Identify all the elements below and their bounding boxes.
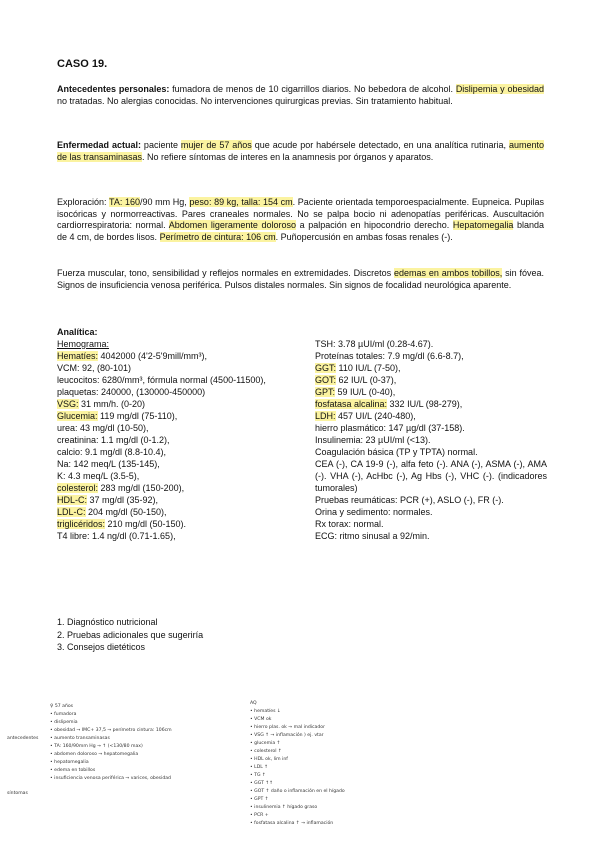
lab-row — [57, 422, 289, 434]
note-line: • PCR + — [250, 813, 269, 818]
analitica-left-column — [57, 326, 289, 542]
lab-value: Na: 142 meq/L (135-145), — [57, 459, 160, 469]
lab-value: plaquetas: 240000, (130000-450000) — [57, 387, 206, 397]
lab-row — [315, 494, 547, 506]
note-line: • hematíes ↓ — [250, 709, 281, 714]
lab-value: CEA (-), CA 19-9 (-), alfa feto (-). ANA (-), ASMA (-), AMA (-). VHA (-), AcHbc (-), Ag Hbs (-), VHC (-). (indicadores tumorales) — [315, 459, 547, 493]
exploracion-text-3: . Paciente orientada temporoespacialmente. Eupneica. Pupilas isocóricas y normorreactivas. Pares craneales normales. No se palpa bocio ni adenopatías periféricas. Auscultación cardiorrespiratoria: normal. — [57, 197, 545, 231]
lab-row — [57, 362, 289, 374]
analitica-label: Analítica: — [57, 327, 98, 337]
exploracion-text-4: a palpación en hipocondrio derecho. — [296, 220, 453, 231]
lab-value: Pruebas reumáticas: PCR (+), ASLO (-), FR (-). — [315, 495, 504, 505]
lab-highlight: Hematíes: — [57, 351, 99, 361]
exploracion-text-5: blanda de 4 cm, de bordes lisos. — [57, 220, 545, 242]
question-item: 1. Diagnóstico nutricional — [57, 617, 158, 627]
fuerza-paragraph — [57, 268, 544, 291]
lab-row — [315, 530, 547, 542]
lab-highlight: VSG: — [57, 399, 79, 409]
lab-row — [315, 362, 547, 374]
exploracion-text-1: Exploración: — [57, 197, 109, 207]
lab-row — [57, 434, 289, 446]
lab-row — [315, 518, 547, 530]
lab-row — [315, 338, 547, 350]
lab-value: K: 4.3 meq/L (3.5-5), — [57, 471, 140, 481]
lab-row — [315, 386, 547, 398]
highlight-perimetro: Perímetro de cintura: 106 cm — [159, 231, 276, 242]
antecedentes-paragraph — [57, 84, 544, 107]
lab-value: VCM: 92, (80-101) — [57, 363, 132, 373]
exploracion-text-6: . Puñopercusión en ambas fosas renales (-). — [275, 231, 453, 242]
lab-row — [315, 410, 547, 422]
lab-value: 59 IU/L (0-40), — [335, 387, 396, 397]
handwritten-side-label: síntomas — [7, 791, 28, 796]
lab-highlight: HDL-C: — [57, 495, 88, 505]
lab-highlight: fosfatasa alcalina: — [315, 399, 388, 409]
note-line: • edema en tobillos — [50, 768, 96, 773]
lab-row — [57, 530, 289, 542]
note-line: • dislipemia — [50, 720, 78, 725]
highlight-hepatomegalia: Hepatomegalia — [452, 220, 514, 231]
note-line: • aumento transaminasas — [50, 736, 110, 741]
handwritten-notes-left — [50, 703, 280, 783]
lab-highlight: colesterol: — [57, 483, 99, 493]
lab-row — [57, 386, 289, 398]
lab-value: Proteínas totales: 7.9 mg/dl (6.6-8.7), — [315, 351, 464, 361]
lab-row — [57, 410, 289, 422]
lab-row — [57, 494, 289, 506]
lab-value: ECG: ritmo sinusal a 92/min. — [315, 531, 430, 541]
lab-row — [315, 446, 547, 458]
highlight-edemas: edemas en ambos tobillos, — [393, 268, 503, 278]
enfermedad-text-1: paciente — [140, 140, 181, 150]
highlight-peso: peso: 89 kg, talla: 154 cm — [189, 197, 293, 207]
lab-row — [57, 458, 289, 470]
note-line: • glucemia ↑ — [250, 741, 281, 746]
lab-row — [57, 470, 289, 482]
lab-value: 62 IU/L (0-37), — [336, 375, 397, 385]
note-line: • GOT ↑ daño o inflamación en el hígado — [250, 789, 345, 794]
lab-value: Insulinemia: 23 µUI/ml (<13). — [315, 435, 431, 445]
lab-value: calcio: 9.1 mg/dl (8.8-10.4), — [57, 447, 167, 457]
lab-value: 4042000 (4'2-5'9mill/mm³), — [98, 351, 207, 361]
note-line: • colesterol ↑ — [250, 749, 282, 754]
enfermedad-paragraph — [57, 140, 544, 163]
case-title: CASO 19. — [57, 58, 108, 70]
lab-row — [57, 506, 289, 518]
note-line: • TA: 160/90mm Hg → ↑ (<130/80 max) — [50, 744, 143, 749]
lab-row — [57, 518, 289, 530]
lab-row — [315, 458, 547, 494]
highlight-dislipemia: Dislipemia y obesidad — [455, 84, 544, 94]
lab-list-right — [315, 338, 547, 542]
highlight-mujer: mujer de 57 años — [180, 140, 252, 150]
enfermedad-text-2: que acude por habérsele detectado, en una analítica rutinaria, — [251, 140, 509, 150]
handwritten-side-label: antecedentes — [7, 736, 39, 741]
lab-row — [57, 446, 289, 458]
enfermedad-text-3: . No refiere síntomas de interes en la anamnesis por órganos y aparatos. — [142, 151, 434, 162]
note-line: • fumadora — [50, 712, 77, 717]
highlight-transaminasas: aumento de las transaminasas — [57, 140, 545, 162]
fuerza-text-1: Fuerza muscular, tono, sensibilidad y reflejos normales en extremidades. Discretos — [57, 268, 394, 278]
lab-row — [315, 374, 547, 386]
note-line: • insuficiencia venosa periférica → varices, obesidad — [50, 776, 171, 781]
lab-value: 210 mg/dl (50-150). — [105, 519, 187, 529]
analitica-right-column — [315, 338, 547, 542]
highlight-abdomen: Abdomen ligeramente doloroso — [168, 220, 297, 231]
note-line: • GGT ↑↑ — [250, 781, 274, 786]
lab-value: hierro plasmático: 147 µg/dl (37-158). — [315, 423, 465, 433]
note-line: • LDL ↑ — [250, 765, 269, 770]
lab-value: Coagulación básica (TP y TPTA) normal. — [315, 447, 478, 457]
note-line: • fosfatasa alcalina ↑ → inflamación — [250, 821, 334, 826]
lab-value: 283 mg/dl (150-200), — [98, 483, 185, 493]
note-line: • VSG ↑ → inflamación ) ej. vtar — [250, 733, 324, 738]
note-line: • GPT ↑ — [250, 797, 269, 802]
lab-highlight: GGT: — [315, 363, 337, 373]
handwritten-notes-right — [250, 700, 480, 828]
lab-value: creatinina: 1.1 mg/dl (0-1.2), — [57, 435, 170, 445]
lab-value: urea: 43 mg/dl (10-50), — [57, 423, 149, 433]
note-line: AQ — [250, 701, 257, 706]
note-line: • abdomen doloroso → hepatomegalia — [50, 752, 139, 757]
lab-list-left — [57, 350, 289, 542]
lab-highlight: LDH: — [315, 411, 336, 421]
lab-value: 31 mm/h. (0-20) — [78, 399, 146, 409]
fuerza-text-2: sin fóvea. Signos de insuficiencia venosa periférica. Pulsos distales normales. Sin signos de focalidad neurológica aparente. — [57, 268, 544, 290]
enfermedad-label: Enfermedad actual: — [57, 140, 141, 150]
lab-value: 119 mg/dl (75-110), — [97, 411, 178, 421]
question-item: 2. Pruebas adicionales que sugeriría — [57, 629, 204, 640]
exploracion-text-2: /90 mm Hg, — [140, 197, 190, 207]
note-line: • VCM ok — [250, 717, 272, 722]
lab-highlight: LDL-C: — [57, 507, 86, 517]
lab-highlight: GPT: — [315, 387, 336, 397]
lab-value: leucocitos: 6280/mm³, fórmula normal (4500-11500), — [57, 375, 266, 385]
antecedentes-text-2: no tratadas. No alergias conocidas. No intervenciones quirurgicas previas. Sin tratamiento habitual. — [57, 95, 453, 106]
lab-value: TSH: 3.78 µUI/ml (0.28-4.67). — [315, 339, 434, 349]
note-line: • TG ↑ — [250, 773, 266, 778]
note-line: • hierro plas. ok → mal indicador — [250, 725, 325, 730]
lab-value: 204 mg/dl (50-150), — [85, 507, 167, 517]
hemograma-label: Hemograma: — [57, 339, 110, 349]
antecedentes-label: Antecedentes personales: — [57, 84, 170, 94]
lab-row — [57, 482, 289, 494]
lab-highlight: Glucemia: — [57, 411, 98, 421]
lab-value: Rx torax: normal. — [315, 519, 384, 529]
lab-row — [315, 422, 547, 434]
lab-highlight: GOT: — [315, 375, 337, 385]
lab-row — [57, 374, 289, 386]
note-line: • insulinemia ↑ hígado graso — [250, 805, 318, 810]
lab-value: 37 mg/dl (35-92), — [87, 495, 159, 505]
lab-row — [315, 350, 547, 362]
lab-row — [315, 434, 547, 446]
exploracion-paragraph — [57, 197, 544, 243]
lab-value: 110 IU/L (7-50), — [336, 363, 401, 373]
lab-row — [57, 350, 289, 362]
note-line: • HDL ok, lim inf — [250, 757, 288, 762]
lab-value: 332 IU/L (98-279), — [387, 399, 463, 409]
antecedentes-text-1: fumadora de menos de 10 cigarrillos diarios. No bebedora de alcohol. — [169, 84, 456, 94]
lab-row — [57, 398, 289, 410]
question-item: 3. Consejos dietéticos — [57, 642, 146, 652]
highlight-ta: TA: 160 — [109, 197, 140, 207]
lab-highlight: triglicéridos: — [57, 519, 106, 529]
questions-list — [57, 616, 203, 654]
lab-row — [315, 506, 547, 518]
note-line: ♀ 57 años — [50, 704, 74, 709]
note-line: • hepatomegalia — [50, 760, 89, 765]
lab-row — [315, 398, 547, 410]
lab-value: Orina y sedimento: normales. — [315, 507, 433, 517]
lab-value: 457 UI/L (240-480), — [335, 411, 416, 421]
lab-value: T4 libre: 1.4 ng/dl (0.71-1.65), — [57, 531, 176, 541]
note-line: • obesidad → IMC+ 37,5 → perímetro cintura: 106cm — [50, 728, 172, 733]
